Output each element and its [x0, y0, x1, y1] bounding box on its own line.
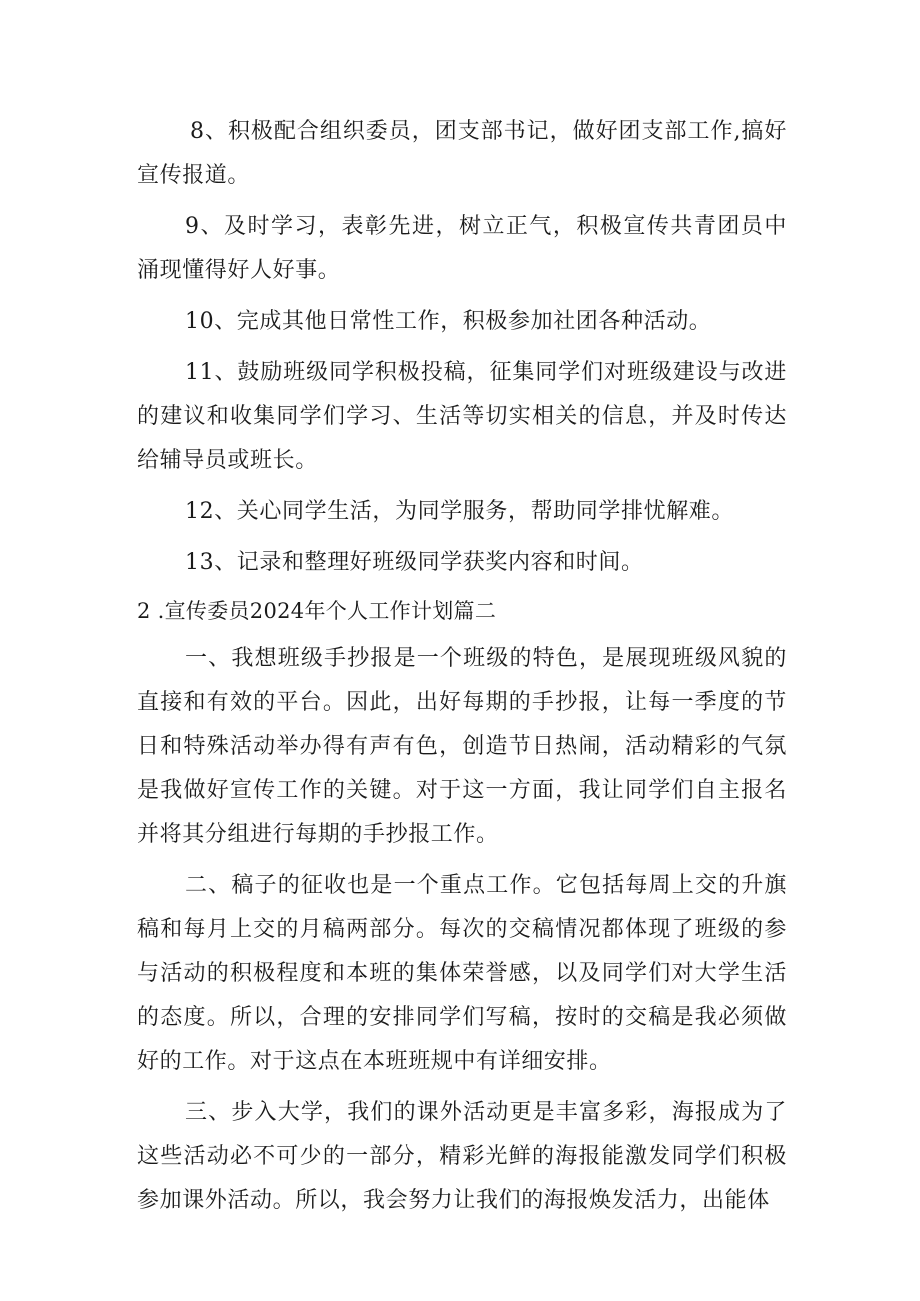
- paragraph-section-two: 二、稿子的征收也是一个重点工作。它包括每周上交的升旗稿和每月上交的月稿两部分。每次的交稿情况都体现了班级的参与活动的积极程度和本班的集体荣誉感，以及同学们对大学生活的态度。所以，合理的安排同学们写稿，按时的交稿是我必须做好的工作。对于这点在本班班规中有详细安排。: [137, 873, 787, 1074]
- paragraph-section-three: 三、步入大学，我们的课外活动更是丰富多彩，海报成为了这些活动必不可少的一部分，精彩光鲜的海报能激发同学们积极参加课外活动。所以，我会努力让我们的海报焕发活力，出能体: [137, 1100, 787, 1213]
- paragraph-item-12: 12、关心同学生活，为同学服务，帮助同学排忧解难。: [185, 499, 734, 524]
- paragraph-item-9: 9、及时学习，表彰先进，树立正气，积极宣传共青团员中涌现懂得好人好事。: [137, 214, 787, 283]
- paragraph-section-one: 一、我想班级手抄报是一个班级的特色，是展现班级风貌的直接和有效的平台。因此，出好每期的手抄报，让每一季度的节日和特殊活动举办得有声有色，创造节日热闹，活动精彩的气氛是我做好宣传工作的关键。对于这一方面，我让同学们自主报名并将其分组进行每期的手抄报工作。: [137, 646, 787, 847]
- section-heading: 2 .宣传委员2024年个人工作计划篇二: [137, 599, 497, 623]
- paragraph-item-10: 10、完成其他日常性工作，积极参加社团各种活动。: [185, 309, 712, 334]
- paragraph-item-8: 8、积极配合组织委员，团支部书记，做好团支部工作,搞好宣传报道。: [137, 119, 787, 188]
- paragraph-item-11: 11、鼓励班级同学积极投稿，征集同学们对班级建设与改进的建议和收集同学们学习、生活等切实相关的信息，并及时传达给辅导员或班长。: [137, 360, 787, 473]
- paragraph-item-13: 13、记录和整理好班级同学获奖内容和时间。: [185, 550, 644, 575]
- document-body: [137, 110, 787, 1230]
